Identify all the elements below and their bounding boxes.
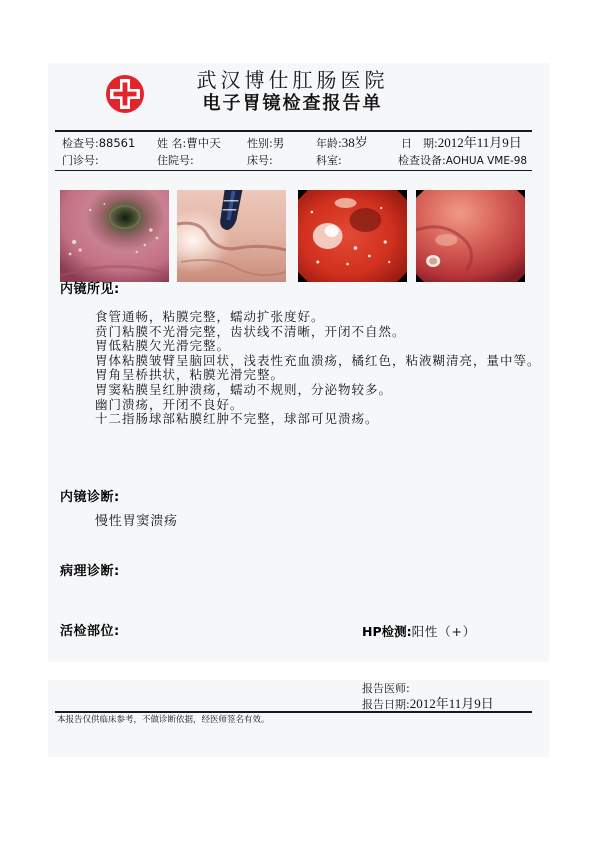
exam-number-value: 88561 xyxy=(98,136,136,150)
exam-number-label: 检查号: xyxy=(62,137,99,150)
red-cross-logo-icon xyxy=(105,74,145,114)
endoscopy-image-1 xyxy=(60,190,169,282)
report-date-value: 2012年11月9日 xyxy=(409,696,494,711)
age-value: 38岁 xyxy=(341,135,368,150)
hp-test-field xyxy=(362,624,476,640)
bed-number-field xyxy=(247,154,273,168)
exam-date-label: 日 期: xyxy=(401,137,438,150)
outpatient-number-field xyxy=(62,154,99,168)
department-label: 科室: xyxy=(316,154,342,167)
equipment-label: 检查设备: xyxy=(398,154,446,167)
report-title: 电子胃镜检查报告单 xyxy=(202,93,383,114)
diagnosis-label: 内镜诊断: xyxy=(60,490,120,505)
inpatient-number-label: 住院号: xyxy=(157,154,194,167)
header-divider xyxy=(55,130,532,132)
findings-label: 内镜所见: xyxy=(60,282,120,297)
gender-value: 男 xyxy=(272,136,285,150)
inpatient-number-field xyxy=(157,154,194,168)
hp-test-label: HP检测: xyxy=(362,624,412,639)
equipment-value: AOHUA VME-98 xyxy=(445,155,528,167)
report-date-field xyxy=(362,697,494,712)
finding-line: 胃窦粘膜呈红肿溃疡，蠕动不规则，分泌物较多。 xyxy=(95,381,393,397)
finding-line: 十二指肠球部粘膜红肿不完整，球部可见溃疡。 xyxy=(95,411,379,427)
endoscopy-image-3 xyxy=(298,190,407,282)
outpatient-number-label: 门诊号: xyxy=(62,154,99,167)
footer-divider xyxy=(55,711,532,713)
finding-line: 胃体粘膜皱臂呈脑回状，浅表性充血溃疡，橘红色，粘液糊清亮，量中等。 xyxy=(95,352,541,368)
department-field xyxy=(316,154,342,168)
age-label: 年龄: xyxy=(316,137,342,150)
disclaimer-text: 本报告仅供临床参考，不做诊断依据，经医师签名有效。 xyxy=(57,715,270,725)
gender-field xyxy=(247,136,284,151)
findings-list xyxy=(95,310,541,427)
finding-line: 幽门溃疡，开闭不良好。 xyxy=(95,396,244,412)
exam-date-value: 2012年11月9日 xyxy=(437,135,522,150)
hospital-name: 武汉博仕肛肠医院 xyxy=(196,68,389,92)
bed-number-label: 床号: xyxy=(247,154,273,167)
finding-line: 贲门粘膜不光滑完整，齿状线不清晰，开闭不自然。 xyxy=(95,323,406,339)
endoscopy-image-4 xyxy=(416,190,525,282)
biopsy-site-label: 活检部位: xyxy=(60,624,120,639)
pathology-label: 病理诊断: xyxy=(60,564,120,579)
endoscopy-image-2 xyxy=(177,190,286,282)
finding-line: 食管通畅，粘膜完整，蠕动扩张度好。 xyxy=(95,309,325,324)
diagnosis-text: 慢性胃窦溃疡 xyxy=(95,514,178,529)
finding-line: 胃低粘膜欠光滑完整。 xyxy=(95,338,231,354)
finding-line: 胃角呈桥拱状，粘膜光滑完整。 xyxy=(95,367,285,383)
report-doctor-field xyxy=(362,682,410,696)
report-doctor-label: 报告医师: xyxy=(362,682,410,695)
gender-label: 性别: xyxy=(247,137,273,150)
age-field xyxy=(316,136,368,151)
exam-number-field xyxy=(62,136,135,151)
hp-test-value: 阳性（+） xyxy=(411,624,477,639)
patient-name-value: 曹中天 xyxy=(186,136,221,150)
info-divider xyxy=(55,170,532,171)
patient-name-label: 姓 名: xyxy=(157,137,187,150)
exam-date-field xyxy=(401,136,522,151)
patient-name-field xyxy=(157,136,221,151)
equipment-field xyxy=(398,154,527,168)
report-date-label: 报告日期: xyxy=(362,698,410,711)
